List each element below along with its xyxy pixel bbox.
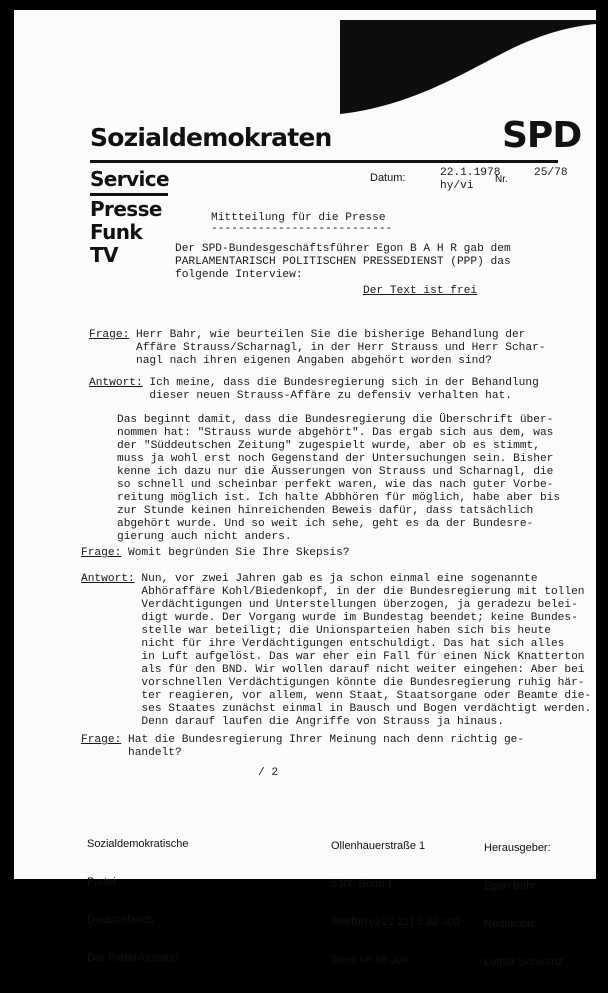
service-rule [90, 193, 168, 196]
answer-2: Antwort: Nun, vor zwei Jahren gab es ja schon einmal eine sogenannte Abhöraffäre Kohl/Biedenkopf, in der die Bundesregierung mit tollen Verdächtigungen und Unterstellungen überzogen, ja geradezu belei- digt wurde. Der Vorgang wurde im Bundestag beendet; keine Bundes- stelle war beteiligt; die Unionsparteien haben sich bis heute nicht für ihre Verdächtigungen entschuldigt. Das hat sich alles in Luft aufgelöst. Das war eher ein Fall für einen Nick Knatterton als für den BND. Wir wollen darauf nicht weiter eingehen: Aber bei vorschnellen Verdächtigungen könnte die Bundesregierung ruhig här- ter reagieren, vor allem, wenn Staat, Staatsorgane oder Beamte die- ses Staates zunächst einmal in Bausch und Bogen verdächtigt werden. Denn darauf laufen die Angriffe von Strauss ja hinaus. [81, 573, 592, 728]
intro-paragraph: Der SPD-Bundesgeschäftsführer Egon B A H R gab dem PARLAMENTARISCH POLITISCHEN PRESSEDIENST (PPP) das folgende Interview: [175, 243, 511, 281]
question-1: Frage: Herr Bahr, wie beurteilen Sie die bisherige Behandlung der Affäre Strauss/Scharnagl, in der Herr Strauss und Herr Schar- nagl nach ihren eigenen Angaben abgehört worden sind? [89, 329, 546, 367]
question-label: Frage: [81, 734, 122, 746]
title-underline: --------------------------- [211, 223, 393, 235]
answer-1-paragraph-2: Das beginnt damit, dass die Bundesregierung die Überschrift über- nommen hat: "Strauss wurde abgehört". Das ergab sich aus dem, was der "Süddeutschen Zeitung" zugespielt wurde, aber ob es stimmt, muss ja wohl erst noch Gegenstand der Untersuchungen sein. Bisher kenne ich dazu nur die Äusserungen von Strauss und Scharnagl, die so schnell und scheinbar perfekt waren, wie das nach guter Vorbe- reitung möglich ist. Ich halte Abbhören für möglich, habe aber bis zur Stunde keinen hinreichenden Beweis dafür, dass tatsächlich abgehört wurde. Und so weit ich sehe, geht es da der Bundesre- gierung auch nicht anders. [117, 414, 561, 543]
question-2: Frage: Womit begründen Sie Ihre Skepsis? [81, 547, 350, 559]
answer-label: Antwort: [89, 377, 143, 389]
header-rule [90, 160, 558, 163]
initials: hy/vi [440, 180, 474, 192]
document-page [14, 10, 596, 968]
answer-1: Antwort: Ich meine, dass die Bundesregierung sich in der Behandlung dieser neuen Strauss-Affäre zu defensiv verhalten hat. [89, 377, 539, 402]
answer-label: Antwort: [81, 573, 135, 585]
number-label: Nr. [495, 174, 508, 185]
number-value: 25/78 [534, 167, 568, 179]
presse-label: Presse [90, 197, 162, 221]
release-note: Der Text ist frei [363, 285, 478, 297]
footer-editors: Herausgeber: Egon Bahr Redaktion: Lothar Schwartz [484, 842, 564, 968]
funk-label: Funk [90, 220, 143, 244]
question-3: Frage: Hat die Bundesregierung Ihrer Meinung nach denn richtig ge- handelt? [81, 734, 525, 759]
question-label: Frage: [81, 547, 122, 559]
date-value: 22.1.1978 [440, 167, 501, 179]
swoosh-graphic [340, 20, 596, 124]
service-label: Service [90, 167, 169, 191]
date-label: Datum: [370, 172, 406, 184]
footer-publisher: Sozialdemokratische Partei Deutschlands Der Parteivorstand [87, 838, 189, 964]
message-title: Mittteilung für die Presse [211, 212, 386, 224]
page-continuation: / 2 [258, 767, 279, 779]
spd-logo: SPD [502, 115, 582, 156]
question-label: Frage: [89, 329, 130, 341]
party-wordmark: Sozialdemokraten [90, 123, 332, 152]
tv-label: TV [90, 243, 118, 267]
footer-address: Ollenhauerstraße 1 5300 Bonn 1 Telefon (0 22 21) 5 32-300 Telex 08 86 306 [331, 840, 461, 966]
